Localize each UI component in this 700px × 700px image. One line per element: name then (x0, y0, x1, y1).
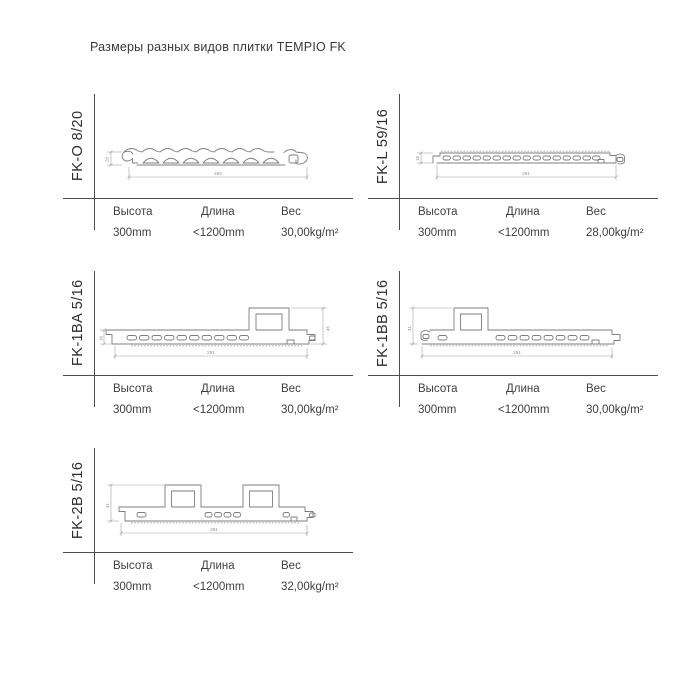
value-weight: 30,00kg/m² (281, 404, 339, 416)
spec-table-fk-2b (113, 560, 349, 593)
value-height: 300mm (113, 581, 152, 593)
col-header-height: Высота (418, 383, 458, 395)
value-length: <1200mm (193, 404, 245, 416)
value-height: 300mm (418, 227, 457, 239)
profile-outline (421, 308, 620, 344)
col-header-height: Высота (418, 206, 458, 218)
width-dim-label: 291 (522, 171, 530, 176)
divider-horizontal (63, 375, 353, 376)
profile-drawing-fk-2b (91, 468, 341, 550)
section-label-fk-1ba: FK-1BA 5/16 (70, 279, 86, 367)
width-dim-label: 291 (207, 350, 215, 355)
profile-drawing-fk-l (396, 114, 646, 196)
col-header-weight: Вес (281, 383, 301, 395)
profile-outline (106, 308, 315, 344)
col-header-length: Длина (506, 206, 540, 218)
width-dim-label: 291 (210, 527, 218, 532)
value-height: 300mm (418, 404, 457, 416)
spec-table-fk-o (113, 206, 349, 239)
col-header-weight: Вес (281, 560, 301, 572)
value-length: <1200mm (193, 227, 245, 239)
page-title: Размеры разных видов плитки TEMPIO FK (90, 40, 346, 54)
value-weight: 30,00kg/m² (586, 404, 644, 416)
divider-horizontal (368, 198, 658, 199)
col-header-weight: Вес (281, 206, 301, 218)
value-length: <1200mm (498, 227, 550, 239)
value-weight: 28,00kg/m² (586, 227, 644, 239)
col-header-length: Длина (201, 560, 235, 572)
spec-table-fk-1bb (418, 383, 654, 416)
col-header-height: Высота (113, 560, 153, 572)
width-dim-label: 292 (214, 171, 222, 176)
section-fk-1bb (368, 265, 658, 427)
section-label-fk-2b: FK-2B 5/16 (70, 461, 86, 539)
section-fk-l (368, 88, 658, 250)
value-length: <1200mm (193, 581, 245, 593)
col-header-weight: Вес (586, 206, 606, 218)
thickness-dim-label: 16 (415, 155, 420, 161)
profile-drawing-fk-o (91, 114, 341, 196)
col-header-length: Длина (506, 383, 540, 395)
col-header-length: Длина (201, 206, 235, 218)
value-height: 300mm (113, 404, 152, 416)
profile-drawing-fk-1ba (91, 291, 341, 373)
col-header-weight: Вес (586, 383, 606, 395)
value-weight: 30,00kg/m² (281, 227, 339, 239)
profile-outline (433, 153, 625, 164)
col-header-length: Длина (201, 383, 235, 395)
value-height: 300mm (113, 227, 152, 239)
section-fk-2b (63, 442, 353, 604)
profile-outline (122, 148, 307, 165)
spec-table-fk-l (418, 206, 654, 239)
box-height-dim-label: 45 (325, 325, 331, 331)
thickness-dim-label: 41 (105, 502, 110, 508)
thickness-dim-label: 41 (407, 325, 412, 331)
col-header-height: Высота (113, 206, 153, 218)
col-header-height: Высота (113, 383, 153, 395)
spec-table-fk-1ba (113, 383, 349, 416)
section-label-fk-l: FK-L 59/16 (375, 108, 391, 184)
width-dim-label: 291 (513, 350, 521, 355)
divider-horizontal (63, 198, 353, 199)
section-fk-o (63, 88, 353, 250)
profile-outline (119, 485, 315, 521)
value-length: <1200mm (498, 404, 550, 416)
thickness-dim-label: 20 (104, 156, 110, 162)
section-fk-1ba (63, 265, 353, 427)
divider-horizontal (368, 375, 658, 376)
divider-horizontal (63, 552, 353, 553)
value-weight: 32,00kg/m² (281, 581, 339, 593)
section-label-fk-1bb: FK-1BB 5/16 (375, 279, 391, 367)
section-label-fk-o: FK-O 8/20 (70, 110, 86, 182)
profile-drawing-fk-1bb (396, 291, 646, 373)
thickness-dim-label: 16 (98, 335, 104, 341)
